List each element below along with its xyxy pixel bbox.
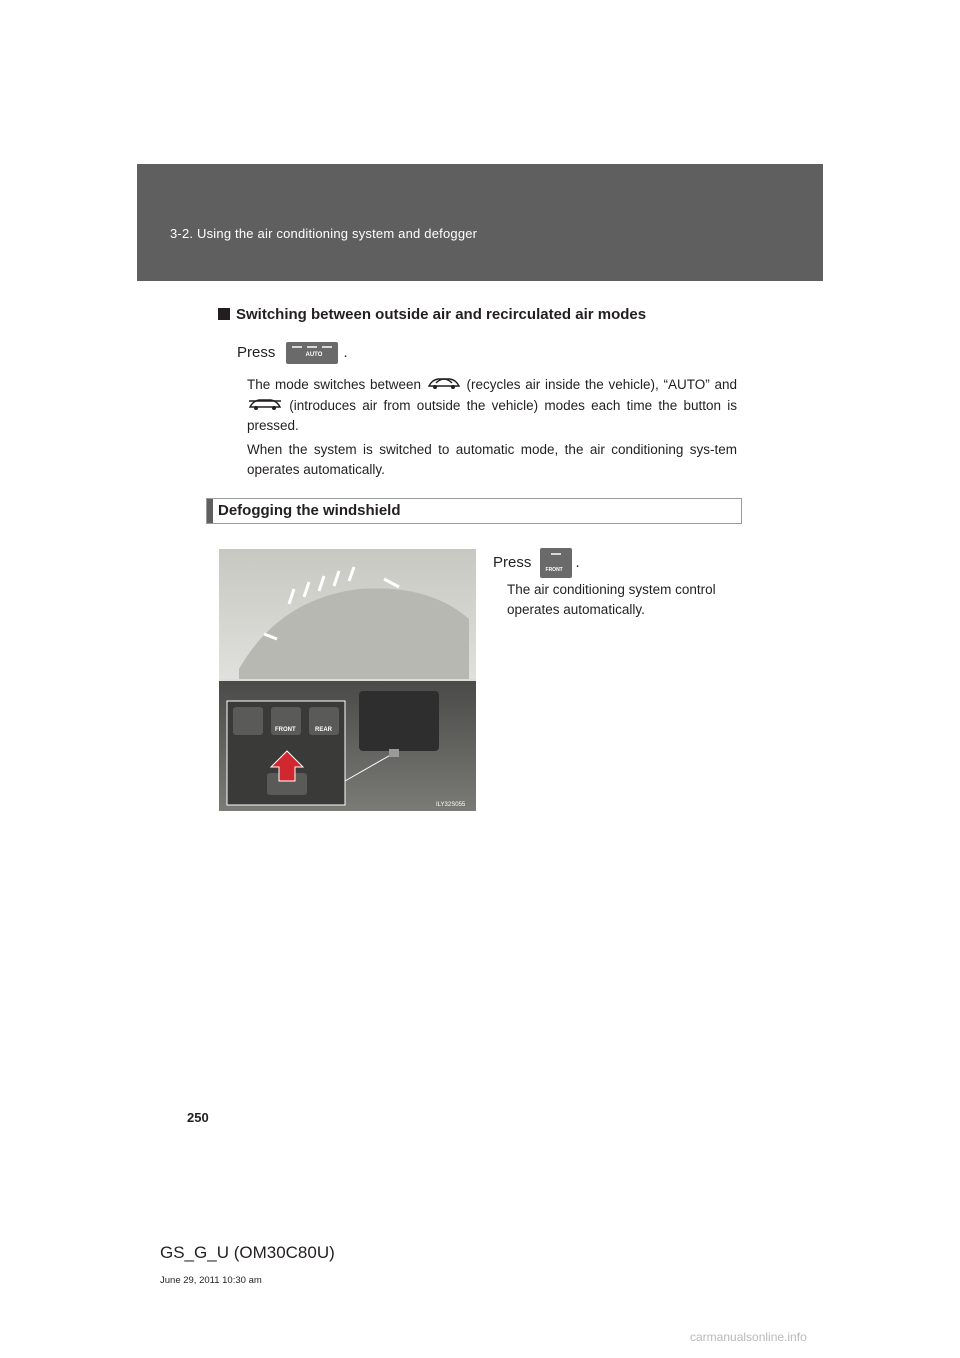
mode-text-c: (introduces air from outside the vehicle) modes each time the button is pressed. xyxy=(247,398,737,433)
front-figure-label: FRONT xyxy=(275,727,296,733)
press-text: Press xyxy=(493,553,532,571)
front-defroster-button-icon xyxy=(540,548,572,578)
press-text: Press xyxy=(237,343,276,361)
page-number: 250 xyxy=(187,1110,209,1125)
sub-heading xyxy=(218,306,646,323)
period: . xyxy=(343,343,348,361)
period: . xyxy=(575,553,580,571)
sub-heading-text: Switching between outside air and recirculated air modes xyxy=(236,306,647,323)
recirculate-air-icon xyxy=(426,374,462,392)
watermark: carmanualsonline.info xyxy=(690,1330,807,1344)
auto-label: AUTO xyxy=(305,352,323,358)
square-bullet-icon xyxy=(218,308,230,320)
auto-mode-note: When the system is switched to automatic mode, the air conditioning sys-tem operates automatically. xyxy=(247,442,737,477)
defog-description: The air conditioning system control operates automatically. xyxy=(507,582,716,617)
mode-text-b: (recycles air inside the vehicle), “AUTO” and xyxy=(466,377,737,392)
mode-text-a: The mode switches between xyxy=(247,377,422,392)
front-label: FRONT xyxy=(545,567,563,573)
footer-date: June 29, 2011 10:30 am xyxy=(160,1275,262,1286)
outside-air-icon xyxy=(247,395,283,413)
interior-view xyxy=(219,549,476,679)
figure-code: ILY32S055 xyxy=(436,802,466,808)
press-instruction xyxy=(237,342,348,364)
section-title: Defogging the windshield xyxy=(218,502,401,519)
section-header: 3-2. Using the air conditioning system and defogger xyxy=(170,226,478,241)
control-panel-view xyxy=(219,681,476,811)
panel-icon xyxy=(219,681,476,811)
air-intake-button-icon xyxy=(286,342,338,364)
header-band xyxy=(137,164,823,281)
footer-code: GS_G_U (OM30C80U) xyxy=(160,1243,335,1262)
mode-description xyxy=(247,374,737,436)
airflow-icon xyxy=(219,549,476,679)
press-front-instruction xyxy=(493,548,580,578)
defog-illustration xyxy=(219,549,476,811)
rear-figure-label: REAR xyxy=(315,727,333,733)
